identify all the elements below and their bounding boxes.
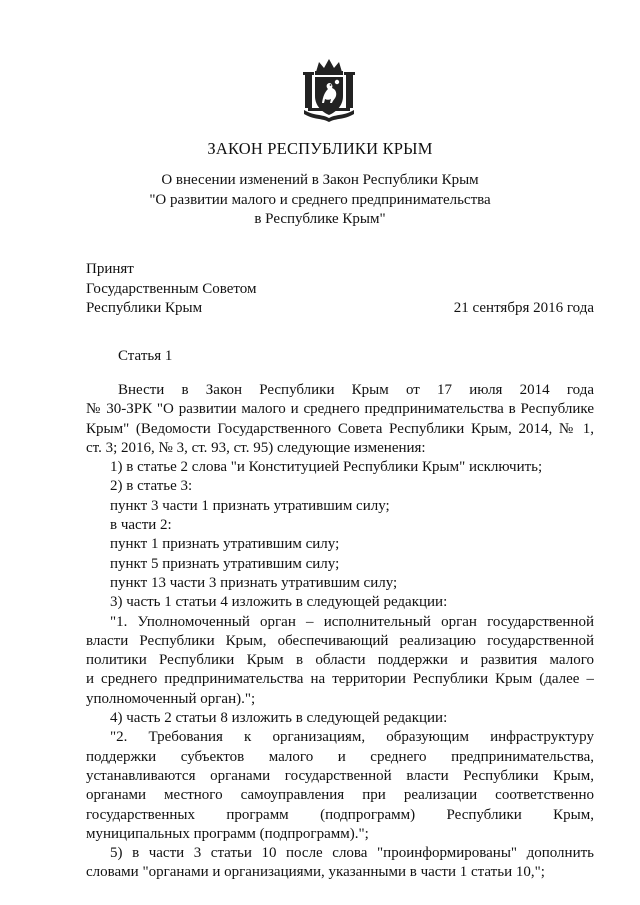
text-line: Крым" (Ведомости Государственного Совета Республики Крым, 2014, № 1, bbox=[86, 420, 594, 437]
subtitle-line: О внесении изменений в Закон Республики Крым bbox=[161, 172, 479, 188]
text-line: "2. Требования к организациям, образующим инфраструктуру bbox=[110, 729, 594, 746]
text-line: "1. Уполномоченный орган – исполнительный орган государственной bbox=[110, 613, 594, 630]
law-title: ЗАКОН РЕСПУБЛИКИ КРЫМ bbox=[207, 139, 433, 158]
text-line: 1) в статье 2 слова "и Конституцией Республики Крым" исключить; bbox=[110, 459, 543, 476]
adoption-block bbox=[86, 260, 257, 319]
adoption-line: Государственным Советом bbox=[86, 280, 257, 297]
text-line: 2) в статье 3: bbox=[110, 478, 193, 495]
crimea-coat-of-arms-icon bbox=[302, 56, 356, 122]
text-line: пункт 5 признать утратившим силу; bbox=[110, 555, 340, 572]
subtitle-line: в Республике Крым" bbox=[254, 211, 386, 227]
subtitle-line: "О развитии малого и среднего предпринимательства bbox=[149, 191, 491, 208]
text-line: пункт 13 части 3 признать утратившим силу; bbox=[110, 574, 398, 591]
text-line: политики Республики Крым в области поддержки и развития малого bbox=[86, 652, 594, 669]
law-subtitle bbox=[0, 171, 640, 230]
text-line: в части 2: bbox=[110, 517, 172, 534]
text-line: пункт 3 части 1 признать утратившим силу; bbox=[110, 497, 390, 514]
text-line: уполномоченный орган)."; bbox=[86, 690, 256, 707]
text-line: поддержки субъектов малого и среднего предпринимательства, bbox=[86, 748, 594, 765]
article-body bbox=[86, 381, 594, 883]
adoption-line: Республики Крым bbox=[86, 300, 203, 316]
text-line: словами "органами и организациями, указанными в части 1 статьи 10,"; bbox=[86, 864, 545, 881]
text-line: Внести в Закон Республики Крым от 17 июля 2014 года bbox=[118, 382, 594, 398]
text-line: 4) часть 2 статьи 8 изложить в следующей редакции: bbox=[110, 710, 448, 727]
article-heading: Статья 1 bbox=[118, 348, 173, 364]
text-line: государственных программ (подпрограмм) Республики Крым, bbox=[86, 806, 594, 823]
text-line: ст. 3; 2016, № 3, ст. 93, ст. 95) следующие изменения: bbox=[86, 439, 426, 456]
text-line: № 30-ЗРК "О развитии малого и среднего предпринимательства в Республике bbox=[86, 401, 594, 418]
text-line: устанавливаются органами государственной власти Республики Крым, bbox=[86, 767, 594, 784]
text-line: пункт 1 признать утратившим силу; bbox=[110, 536, 340, 553]
text-line: муниципальных программ (подпрограмм)."; bbox=[86, 825, 369, 842]
adoption-date: 21 сентября 2016 года bbox=[453, 300, 594, 316]
text-line: органами местного самоуправления при реализации соответственно bbox=[86, 787, 594, 804]
text-line: и среднего предпринимательства на территории Республики Крым (далее – bbox=[86, 671, 594, 688]
text-line: 3) часть 1 статьи 4 изложить в следующей редакции: bbox=[110, 594, 448, 611]
text-line: 5) в части 3 статьи 10 после слова "проинформированы" дополнить bbox=[110, 845, 594, 862]
text-line: власти Республики Крым, обеспечивающий реализацию государственной bbox=[86, 632, 594, 649]
adoption-line: Принят bbox=[86, 261, 134, 277]
